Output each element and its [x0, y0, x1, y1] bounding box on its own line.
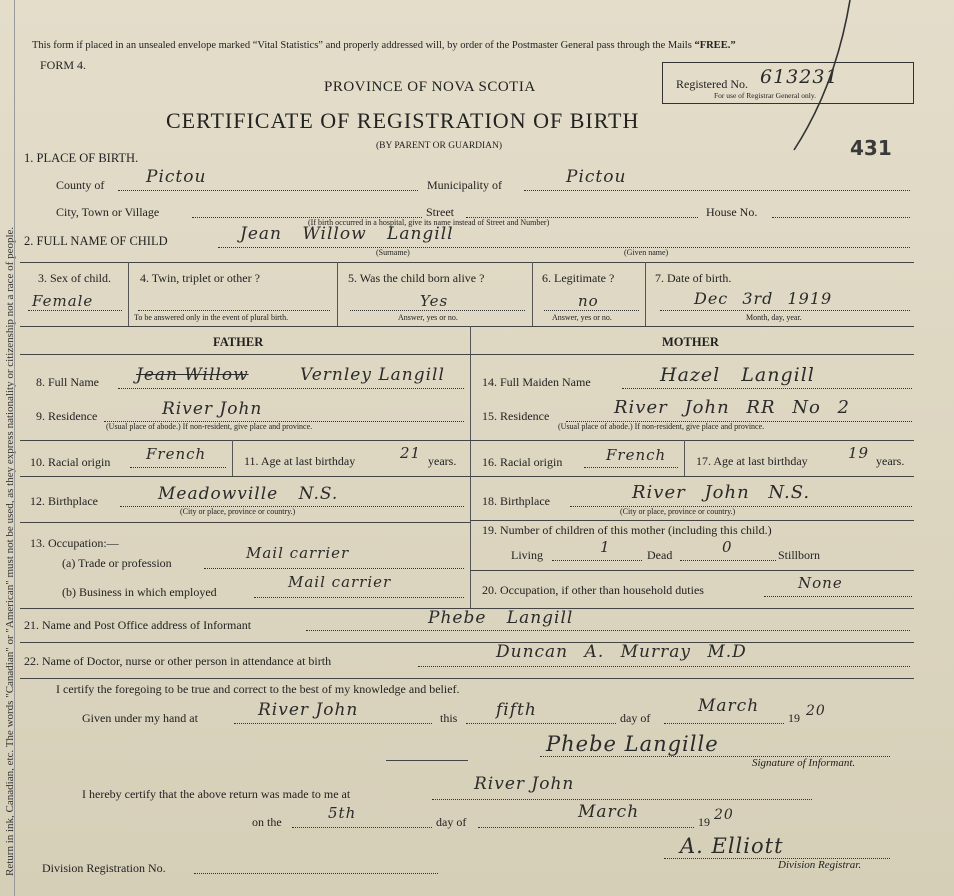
mother-racial-line — [584, 467, 678, 468]
mother-heading-rule — [470, 354, 914, 355]
registrar-place-line — [432, 799, 812, 800]
father-racial-value: French — [146, 445, 207, 463]
house-label: House No. — [706, 205, 758, 219]
registered-number: 613231 — [760, 66, 839, 88]
mother-birthplace-value: River John N.S. — [632, 482, 811, 503]
twin-note: To be answered only in the event of plural birth. — [134, 313, 289, 322]
father-birthplace-label: 12. Birthplace — [30, 494, 98, 508]
born-alive-line — [350, 310, 525, 311]
mother-living-line — [552, 560, 642, 561]
date-of-birth-line — [660, 310, 910, 311]
mother-occupation-value: None — [798, 574, 843, 592]
legitimate-label: 6. Legitimate ? — [542, 271, 615, 285]
informant-line — [306, 630, 910, 631]
doctor-line — [418, 666, 910, 667]
father-business-line — [254, 597, 464, 598]
father-age-value: 21 — [400, 444, 422, 462]
informant-signature-label: Signature of Informant. — [752, 757, 856, 769]
father-name-value: Vernley Langill — [300, 365, 445, 385]
father-age-divider — [232, 440, 233, 476]
registrar-signature-label: Division Registrar. — [778, 859, 862, 871]
father-racial-line — [130, 467, 226, 468]
certify-divider — [386, 760, 468, 761]
registrar-day-value: 5th — [328, 804, 357, 822]
mother-row-rule-4 — [470, 570, 914, 571]
born-alive-note: Answer, yes or no. — [398, 313, 458, 322]
given-year-suffix: 20 — [806, 703, 826, 719]
registration-slash-mark — [780, 0, 860, 160]
child-name-value: Jean Willow Langill — [240, 224, 454, 244]
registrar-month-line — [478, 827, 694, 828]
child-name-line — [218, 247, 910, 248]
mother-name-line — [622, 388, 912, 389]
informant-signature: Phebe Langille — [546, 732, 719, 756]
mother-age-divider — [684, 440, 685, 476]
legitimate-value: no — [578, 292, 599, 310]
child-name-label: 2. FULL NAME OF CHILD — [24, 234, 168, 248]
mother-racial-label: 16. Racial origin — [482, 455, 563, 469]
surname-note: (Surname) — [376, 248, 410, 257]
father-racial-label: 10. Racial origin — [30, 455, 111, 469]
given-day-value: fifth — [496, 700, 537, 720]
province-heading: PROVINCE OF NOVA SCOTIA — [324, 79, 536, 95]
mother-residence-label: 15. Residence — [482, 409, 550, 423]
father-residence-note: (Usual place of abode.) If non-resident, give place and province. — [106, 422, 313, 431]
father-row-rule-3 — [20, 522, 470, 523]
city-label: City, Town or Village — [56, 205, 160, 219]
municipality-label: Municipality of — [427, 178, 502, 192]
mother-row-rule-1 — [470, 440, 914, 441]
father-occupation-label: 13. Occupation:— — [30, 536, 119, 550]
doctor-rule — [20, 678, 914, 679]
father-trade-line — [204, 568, 464, 569]
registrar-statement: I hereby certify that the above return was made to me at — [82, 787, 351, 801]
twin-label: 4. Twin, triplet or other ? — [140, 271, 260, 285]
father-trade-label: (a) Trade or profession — [62, 556, 172, 570]
informant-label: 21. Name and Post Office address of Informant — [24, 618, 252, 632]
date-of-birth-label: 7. Date of birth. — [655, 271, 732, 285]
father-name-line — [118, 388, 464, 389]
born-alive-label: 5. Was the child born alive ? — [348, 271, 485, 285]
mother-name-label: 14. Full Maiden Name — [482, 375, 591, 389]
box-divider-4 — [645, 262, 646, 326]
registrar-on-label: on the — [252, 815, 282, 829]
father-business-label: (b) Business in which employed — [62, 585, 217, 599]
margin-note: Return in ink, Canadian, etc. The words "Canadian" or "American" must not be used, as they express nationality or citizenship not a race of people. — [4, 226, 16, 876]
registrar-year-prefix: 19 — [698, 815, 710, 829]
given-year-prefix: 19 — [788, 711, 800, 725]
this-label: this — [440, 711, 458, 725]
father-trade-value: Mail carrier — [246, 544, 350, 562]
twin-line — [138, 310, 330, 311]
father-row-rule-1 — [20, 440, 470, 441]
registrar-signature: A. Elliott — [680, 834, 784, 858]
given-name-note: (Given name) — [624, 248, 669, 257]
margin-rule — [14, 0, 15, 896]
doctor-label: 22. Name of Doctor, nurse or other person in attendance at birth — [24, 654, 332, 668]
boxes-bottom-rule — [20, 326, 914, 327]
given-place-line — [234, 723, 432, 724]
mother-age-value: 19 — [848, 444, 870, 462]
father-birthplace-note: (City or place, province or country.) — [180, 507, 296, 516]
father-age-label: 11. Age at last birthday — [244, 454, 356, 468]
father-row-rule-2 — [20, 476, 470, 477]
municipality-line — [524, 190, 910, 191]
father-residence-value: River John — [162, 399, 263, 419]
father-birthplace-value: Meadowville N.S. — [158, 484, 339, 504]
box-divider-2 — [337, 262, 338, 326]
given-place-value: River John — [258, 700, 359, 720]
father-name-label: 8. Full Name — [36, 375, 99, 389]
father-heading: FATHER — [213, 335, 264, 349]
mail-notice-free: “FREE.” — [694, 40, 736, 51]
street-label: Street — [426, 205, 454, 219]
county-label: County of — [56, 178, 105, 192]
informant-rule — [20, 642, 914, 643]
registrar-month-value: March — [578, 802, 640, 822]
mother-racial-value: French — [606, 446, 667, 464]
mother-children-label: 19. Number of children of this mother (including this child.) — [482, 523, 772, 537]
registrar-general-note: For use of Registrar General only. — [714, 91, 816, 100]
doctor-value: Duncan A. Murray M.D — [496, 642, 747, 662]
father-business-value: Mail carrier — [288, 573, 392, 591]
mail-notice-text: This form if placed in an unsealed envelope marked “Vital Statistics” and properly addressed will, by order of the Postmaster General pass through the Mails — [32, 40, 695, 51]
mother-living-label: Living — [511, 548, 543, 562]
box-divider-1 — [128, 262, 129, 326]
father-residence-label: 9. Residence — [36, 409, 98, 423]
mother-occupation-label: 20. Occupation, if other than household duties — [482, 583, 704, 597]
form-number: FORM 4. — [40, 58, 87, 72]
mother-living-value: 1 — [600, 538, 611, 556]
mother-birthplace-label: 18. Birthplace — [482, 494, 550, 508]
house-line — [772, 217, 910, 218]
division-registration-line — [194, 873, 438, 874]
registrar-year-suffix: 20 — [714, 807, 734, 823]
hospital-note: (If birth occurred in a hospital, give its name instead of Street and Number) — [308, 218, 550, 227]
municipality-value: Pictou — [566, 167, 627, 187]
mother-stillborn-label: Stillborn — [778, 548, 821, 562]
registrar-day-of-label: day of — [436, 815, 467, 829]
sex-line — [28, 310, 122, 311]
mother-age-unit: years. — [876, 454, 905, 468]
mother-birthplace-note: (City or place, province or country.) — [620, 507, 736, 516]
page-subtitle: (BY PARENT OR GUARDIAN) — [376, 141, 503, 151]
legitimate-line — [544, 310, 639, 311]
given-hand-label: Given under my hand at — [82, 711, 198, 725]
register-stamp-number: 431 — [850, 136, 892, 160]
legitimate-note: Answer, yes or no. — [552, 313, 612, 322]
born-alive-value: Yes — [420, 292, 449, 310]
place-of-birth-heading: 1. PLACE OF BIRTH. — [24, 151, 139, 165]
given-day-line — [466, 723, 616, 724]
father-heading-rule — [20, 354, 470, 355]
mother-dead-label: Dead — [647, 548, 673, 562]
given-month-value: March — [698, 696, 760, 716]
mail-notice — [32, 41, 736, 52]
boxes-top-rule — [20, 262, 914, 263]
mother-row-rule-2 — [470, 476, 914, 477]
county-value: Pictou — [146, 167, 207, 187]
sex-label: 3. Sex of child. — [38, 271, 111, 285]
sex-value: Female — [32, 292, 94, 310]
registrar-day-line — [292, 827, 432, 828]
certify-statement: I certify the foregoing to be true and correct to the best of my knowledge and belief. — [56, 682, 460, 696]
mother-dead-line — [680, 560, 776, 561]
mother-occupation-line — [764, 596, 912, 597]
county-line — [118, 190, 418, 191]
given-month-line — [664, 723, 784, 724]
mother-residence-value: River John RR No 2 — [614, 397, 851, 418]
mother-dead-value: 0 — [722, 538, 733, 556]
date-of-birth-note: Month, day, year. — [746, 313, 802, 322]
mother-heading: MOTHER — [662, 335, 719, 349]
registrar-place-value: River John — [474, 774, 575, 794]
parents-divider — [470, 326, 471, 608]
father-age-unit: years. — [428, 454, 457, 468]
mother-age-label: 17. Age at last birthday — [696, 454, 808, 468]
informant-value: Phebe Langill — [428, 608, 574, 628]
division-registration-label: Division Registration No. — [42, 861, 166, 875]
page-title: CERTIFICATE OF REGISTRATION OF BIRTH — [166, 108, 640, 133]
father-name-struck: Jean Willow — [136, 365, 249, 385]
day-of-label: day of — [620, 711, 651, 725]
date-of-birth-value: Dec 3rd 1919 — [694, 289, 833, 308]
mother-name-value: Hazel Langill — [660, 364, 815, 386]
registered-label: Registered No. — [676, 77, 748, 91]
mother-residence-note: (Usual place of abode.) If non-resident, give place and province. — [558, 422, 765, 431]
mother-row-rule-3 — [470, 520, 914, 521]
box-divider-3 — [532, 262, 533, 326]
